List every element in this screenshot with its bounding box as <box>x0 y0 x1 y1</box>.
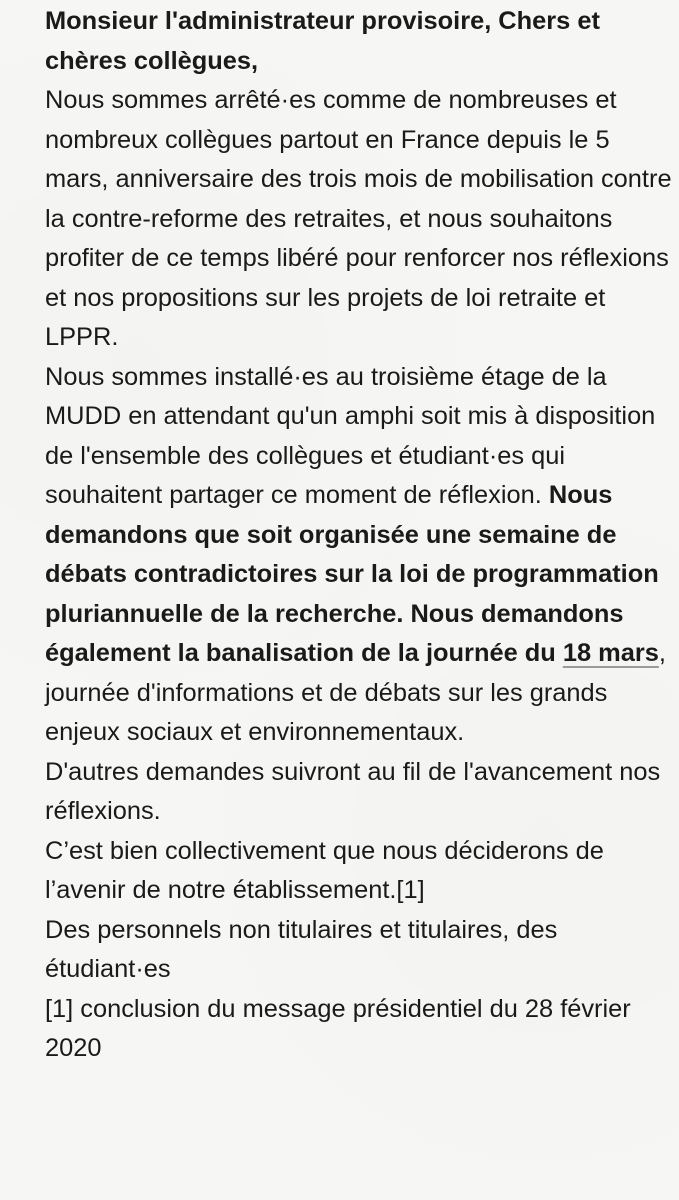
paragraph-2-tail: , journée d'informations et de débats sur les grands enjeux sociaux et environnementaux. <box>45 639 666 746</box>
paragraph-4: C’est bien collectivement que nous déciderons de l’avenir de notre établissement.[1] <box>45 836 604 904</box>
paragraph-2-bold: Nous demandons que soit organisée une semaine de débats contradictoires sur la loi de programmation pluriannuelle de la recherche. Nous demandons également la banalisation de la journée du <box>45 481 659 667</box>
paragraph-1: Nous sommes arrêté·es comme de nombreuses et nombreux collègues partout en France depuis le 5 mars, anniversaire des trois mois de mobilisation contre la contre-reforme des retraites, et nous souhaitons profiter de ce temps libéré pour renforcer nos réflexions et nos propositions sur les projets de loi retraite et LPPR. <box>45 86 672 351</box>
signature: Des personnels non titulaires et titulaires, des étudiant·es <box>45 915 558 983</box>
paragraph-2 <box>45 358 673 753</box>
note-body[interactable] <box>45 2 673 1069</box>
footnote: [1] conclusion du message présidentiel du 28 février 2020 <box>45 994 631 1062</box>
paragraph-2-plain: Nous sommes installé·es au troisième étage de la MUDD en attendant qu'un amphi soit mis à disposition de l'ensemble des collègues et étudiant·es qui souhaitent partager ce moment de réflexion. <box>45 362 656 509</box>
date-link[interactable]: 18 mars <box>562 639 659 667</box>
paragraph-3: D'autres demandes suivront au fil de l'avancement nos réflexions. <box>45 757 661 825</box>
salutation: Monsieur l'administrateur provisoire, Chers et chères collègues, <box>45 7 600 75</box>
